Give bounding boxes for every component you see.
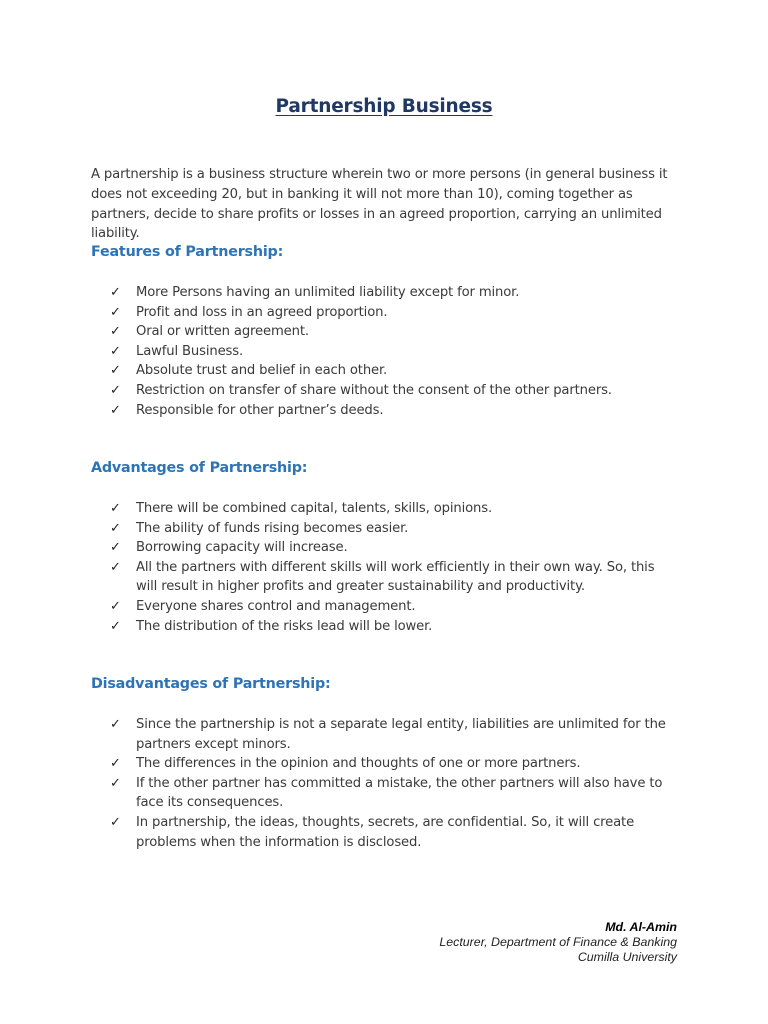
disadvantages-list bbox=[110, 715, 675, 852]
checkmark-icon: ✓ bbox=[110, 285, 121, 300]
list-item: ✓ Profit and loss in an agreed proportion. bbox=[110, 303, 675, 323]
author-position: Lecturer, Department of Finance & Banking bbox=[439, 935, 677, 949]
list-item: ✓ If the other partner has committed a mistake, the other partners will also have to face its consequences. bbox=[110, 775, 663, 811]
checkmark-icon: ✓ bbox=[110, 343, 121, 359]
list-item: ✓ The differences in the opinion and thoughts of one or more partners. bbox=[110, 754, 675, 774]
checkmark-icon: ✓ bbox=[110, 540, 121, 556]
list-item: ✓ The ability of funds rising becomes easier. bbox=[110, 519, 675, 539]
intro-paragraph: A partnership is a business structure wherein two or more persons (in general business it does not exceeding 20, but in banking it will not more than 10), coming together as partners, decide to share profits or losses in an agreed proportion, carrying an unlimited liability. bbox=[91, 167, 668, 242]
checkmark-icon: ✓ bbox=[110, 717, 121, 732]
list-item: ✓ Everyone shares control and management. bbox=[110, 597, 675, 617]
checkmark-icon: ✓ bbox=[110, 402, 121, 418]
checkmark-icon: ✓ bbox=[110, 814, 121, 830]
list-item: ✓ All the partners with different skills will work efficiently in their own way. So, this will result in higher profits and greater sustainability and productivity. bbox=[110, 559, 655, 595]
list-item: ✓ Oral or written agreement. bbox=[110, 322, 675, 342]
list-item: ✓ Absolute trust and belief in each other. bbox=[110, 361, 675, 381]
checkmark-icon: ✓ bbox=[110, 559, 121, 575]
checkmark-icon: ✓ bbox=[110, 324, 121, 340]
list-item: ✓ There will be combined capital, talents, skills, opinions. bbox=[110, 499, 675, 519]
signature-block bbox=[439, 920, 677, 965]
checkmark-icon: ✓ bbox=[110, 382, 121, 398]
checkmark-icon: ✓ bbox=[110, 520, 121, 536]
checkmark-icon: ✓ bbox=[110, 775, 121, 791]
list-item: ✓ Responsible for other partner’s deeds. bbox=[110, 401, 675, 421]
checkmark-icon: ✓ bbox=[110, 501, 121, 516]
list-item: ✓ Lawful Business. bbox=[110, 342, 675, 362]
author-name: Md. Al-Amin bbox=[605, 920, 677, 934]
list-item: ✓ Since the partnership is not a separate legal entity, liabilities are unlimited for the partners except minors. bbox=[110, 717, 666, 752]
advantages-list bbox=[110, 499, 675, 636]
checkmark-icon: ✓ bbox=[110, 304, 121, 320]
advantages-heading: Advantages of Partnership: bbox=[91, 460, 308, 476]
author-institution: Cumilla University bbox=[577, 950, 677, 964]
checkmark-icon: ✓ bbox=[110, 598, 121, 614]
list-item: ✓ Borrowing capacity will increase. bbox=[110, 538, 675, 558]
list-item: ✓ Restriction on transfer of share without the consent of the other partners. bbox=[110, 381, 675, 401]
features-heading: Features of Partnership: bbox=[91, 244, 284, 260]
list-item: ✓ The distribution of the risks lead will be lower. bbox=[110, 617, 675, 637]
features-list bbox=[110, 283, 675, 420]
list-item: ✓ In partnership, the ideas, thoughts, secrets, are confidential. So, it will create problems when the information is disclosed. bbox=[110, 814, 635, 850]
checkmark-icon: ✓ bbox=[110, 618, 121, 634]
page-title: Partnership Business bbox=[275, 96, 493, 117]
checkmark-icon: ✓ bbox=[110, 363, 121, 379]
list-item: ✓ More Persons having an unlimited liability except for minor. bbox=[110, 283, 675, 303]
disadvantages-heading: Disadvantages of Partnership: bbox=[91, 676, 331, 692]
checkmark-icon: ✓ bbox=[110, 756, 121, 772]
